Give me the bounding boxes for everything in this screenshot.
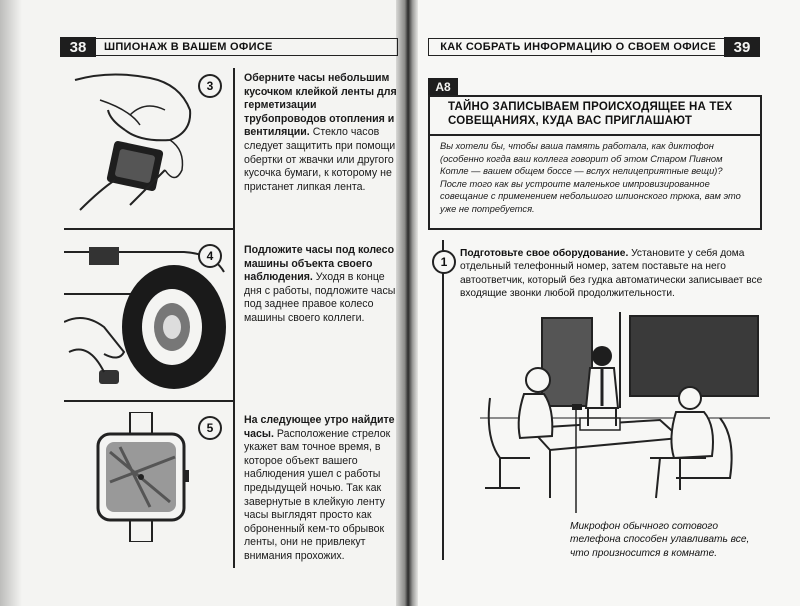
- step-divider: [64, 228, 234, 230]
- step-4-heading: Подложите часы под колесо машины объекта своего наблюдения.: [244, 244, 395, 284]
- step-5-heading: На следующее утро найдите часы.: [244, 414, 395, 440]
- illustration-caption: Микрофон обычного сотового телефона способен улавливать все, что произносится в комнате.: [570, 521, 750, 559]
- step-3-text: [244, 72, 400, 194]
- step-3-body: Стекло часов следует защитить при помощи обертки от жвачки или другого кусочка бумаги, к которому не пристанет липкая лента.: [244, 126, 396, 193]
- section-tag: A8: [428, 78, 458, 95]
- step-4-body: Уходя в конце дня с работы, подложите часы под заднее правое колесо машины своего коллеги.: [244, 271, 396, 324]
- column-divider: [233, 68, 235, 568]
- page-number-left: 38: [60, 37, 96, 57]
- step-1-heading: Подготовьте свое оборудование.: [460, 248, 629, 259]
- right-page: [410, 0, 800, 606]
- section-title-rule: [428, 134, 762, 136]
- right-header-title: КАК СОБРАТЬ ИНФОРМАЦИЮ О СВОЕМ ОФИСЕ: [428, 38, 724, 56]
- meeting-room-illustration: [480, 308, 770, 513]
- step-1-body: Установите у себя дома отдельный телефонный номер, затем поставьте на него автоответчик, который без гудка автоматически записывает все входящие звонки любой продолжительности.: [460, 248, 763, 299]
- step-1-text: [460, 247, 766, 300]
- taped-watch-illustration: [90, 412, 190, 542]
- step-number-5: 5: [198, 416, 222, 440]
- step-number-3: 3: [198, 74, 222, 98]
- step-rule: [442, 240, 444, 560]
- step-number-1: 1: [432, 250, 456, 274]
- page-number-right: 39: [724, 37, 760, 57]
- page-edge-shadow: [0, 0, 22, 606]
- step-5-text: [244, 414, 400, 564]
- step-5-body: Расположение стрелок укажет вам точное время, в которое объект вашего наблюдения ушел с работы предыдущей ночью. Так как завернутые в клейкую ленту часы выглядят просто как оброненный кем-то обрывок ленты, они не привлекут внимания прохожих.: [244, 427, 391, 562]
- left-running-header: [60, 37, 398, 57]
- step-divider: [64, 400, 234, 402]
- step-number-4: 4: [198, 244, 222, 268]
- left-header-title: ШПИОНАЖ В ВАШЕМ ОФИСЕ: [96, 38, 398, 56]
- section-title: ТАЙНО ЗАПИСЫВАЕМ ПРОИСХОДЯЩЕЕ НА ТЕХ СОВЕЩАНИЯХ, КУДА ВАС ПРИГЛАШАЮТ: [448, 101, 733, 127]
- right-running-header: [428, 37, 760, 57]
- section-intro: Вы хотели бы, чтобы ваша память работала, как диктофон (особенно когда ваш коллега говорит об этом Старом Пивном Котле — вашем общем боссе — вслух нелицеприятные вещи)? После того как вы устроите маленькое импровизированное совещание с применением небольшого шпионского трюка, вам это уже не потребуется.: [440, 141, 741, 214]
- step-3-heading: Оберните часы небольшим кусочком клейкой ленты для герметизации трубопроводов отопления и вентиляции.: [244, 72, 397, 139]
- step-4-text: [244, 244, 400, 326]
